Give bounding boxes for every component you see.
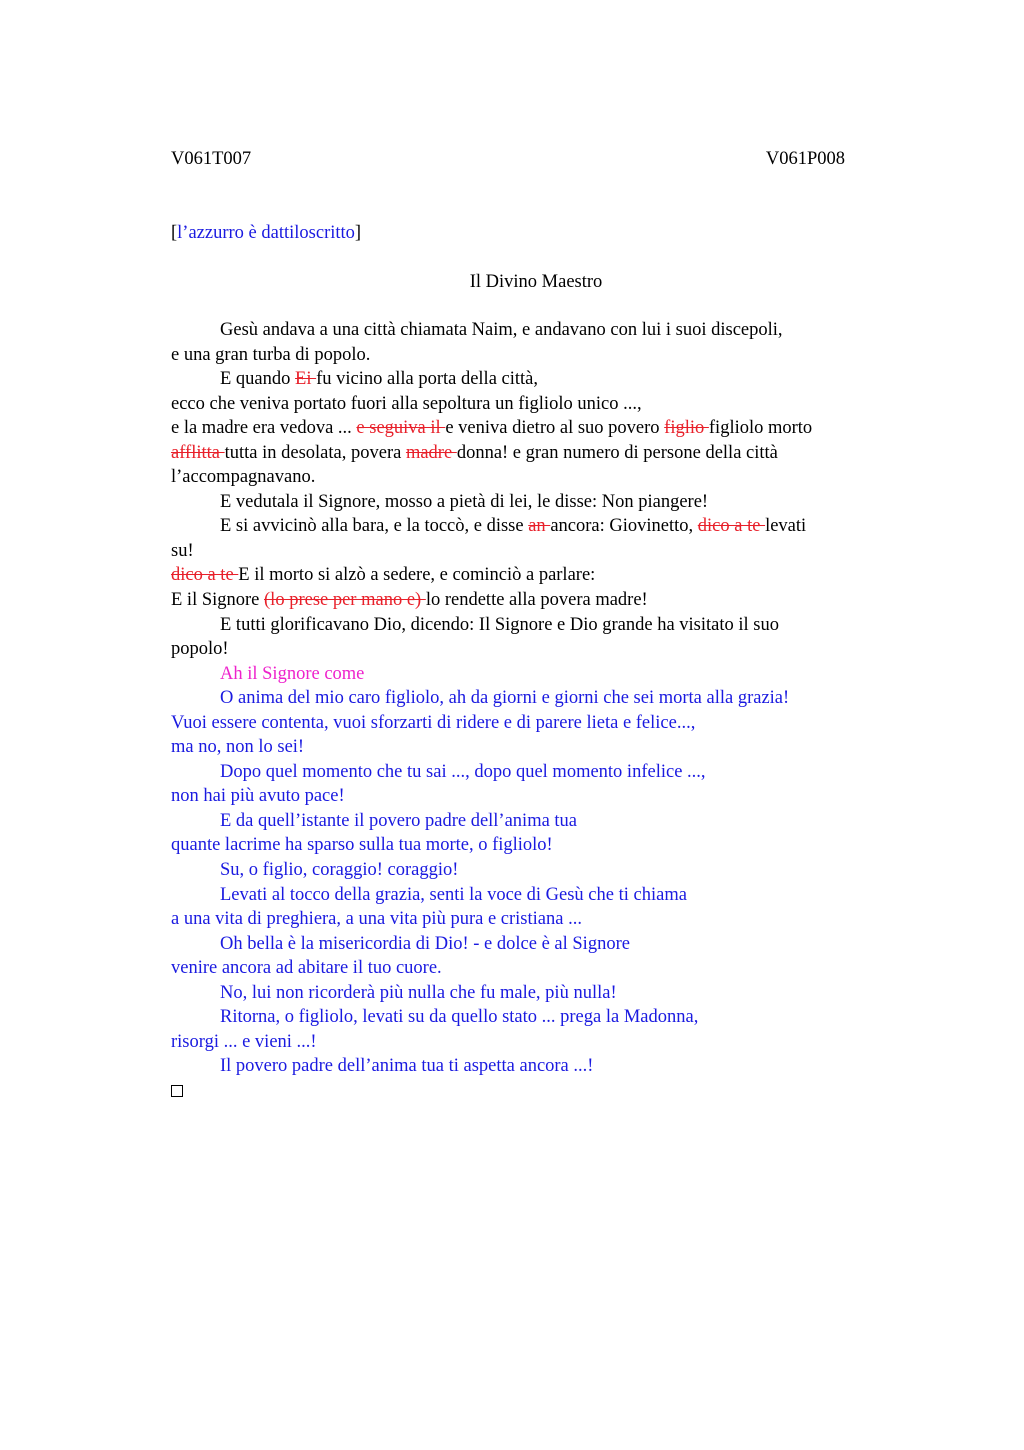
line-segment: e veniva dietro al suo povero [445,418,665,439]
text-line: non hai più avuto pace! [171,786,345,807]
line-segment: figliolo morto [708,418,813,439]
text-line [171,514,906,539]
text-line: su! [171,540,194,561]
page-header [171,148,845,170]
text-line: Il povero padre dell’anima tua ti aspetta ancora ...! [220,1056,594,1077]
line-segment: E si avvicinò alla bara, e la toccò, e disse [220,516,529,537]
text-line: Ritorna, o figliolo, levati su da quello stato ... prega la Madonna, [220,1007,699,1028]
line-segment: fu vicino alla porta della città, [316,369,539,390]
text-line: Vuoi essere contenta, vuoi sforzarti di ridere e di parere lieta e felice..., [171,712,696,733]
text-line [171,441,906,466]
left-code: V061T007 [171,149,252,169]
note-open-bracket: [ [171,223,178,243]
text-line [171,367,906,392]
text-line: a una vita di preghiera, a una vita più pura e cristiana ... [171,909,582,930]
document-body [171,318,906,1103]
text-line: E tutti glorificavano Dio, dicendo: Il Signore e Dio grande ha visitato il suo [220,614,779,635]
line-segment: levati [765,516,807,537]
deleted-text: Ei [295,369,317,390]
deleted-text: e seguiva il [356,418,446,439]
line-segment: tutta in desolata, povera [224,442,406,463]
line-segment: donna! e gran numero di persone della città [456,442,778,463]
square-icon [171,1085,183,1097]
deleted-text: dico a te [697,516,766,537]
deleted-text: afflitta [171,442,225,463]
text-line: Oh bella è la misericordia di Dio! - e dolce è al Signore [220,933,630,954]
line-segment: E il morto si alzò a sedere, e cominciò a parlare: [238,565,596,586]
note-text: l’azzurro è dattiloscritto [177,223,355,243]
text-line: l’accompagnavano. [171,467,316,488]
deleted-text: an [528,516,551,537]
deleted-text: figlio [664,418,709,439]
text-line: popolo! [171,639,229,660]
text-line: No, lui non ricorderà più nulla che fu male, più nulla! [220,982,617,1003]
text-line: risorgi ... e vieni ...! [171,1031,317,1052]
text-line [171,563,906,588]
text-line: ma no, non lo sei! [171,737,305,758]
text-line: Dopo quel momento che tu sai ..., dopo quel momento infelice ..., [220,761,706,782]
text-line: E vedutala il Signore, mosso a pietà di lei, le disse: Non piangere! [220,491,709,512]
editorial-note [171,221,361,245]
line-segment: E quando [220,369,296,390]
line-segment: e la madre era vedova ... [171,418,357,439]
line-segment: lo rendette alla povera madre! [425,590,648,611]
text-line: ecco che veniva portato fuori alla sepoltura un figliolo unico ..., [171,393,642,414]
deleted-text: dico a te [171,565,239,586]
text-line: Gesù andava a una città chiamata Naim, e andavano con lui i suoi discepoli, [220,320,783,340]
right-code: V061P008 [765,149,845,169]
line-segment: ancora: Giovinetto, [550,516,698,537]
document-title: Il Divino Maestro [469,272,603,292]
line-segment: E il Signore [171,590,265,611]
text-line [171,588,906,613]
text-line: E da quell’istante il povero padre dell’anima tua [220,810,578,831]
text-line: Su, o figlio, coraggio! coraggio! [220,860,459,881]
text-line: quante lacrime ha sparso sulla tua morte, o figliolo! [171,835,553,856]
text-line: Levati al tocco della grazia, senti la voce di Gesù che ti chiama [220,884,687,905]
text-line [171,416,906,441]
text-line: venire ancora ad abitare il tuo cuore. [171,958,442,979]
text-line: O anima del mio caro figliolo, ah da giorni e giorni che sei morta alla grazia! [220,688,790,709]
text-line: e una gran turba di popolo. [171,344,371,365]
text-line: Ah il Signore come [220,663,365,684]
note-close-bracket: ] [354,223,362,243]
end-marker [171,1079,906,1103]
deleted-text: madre [405,442,457,463]
deleted-text: (lo prese per mano e) [264,590,426,611]
